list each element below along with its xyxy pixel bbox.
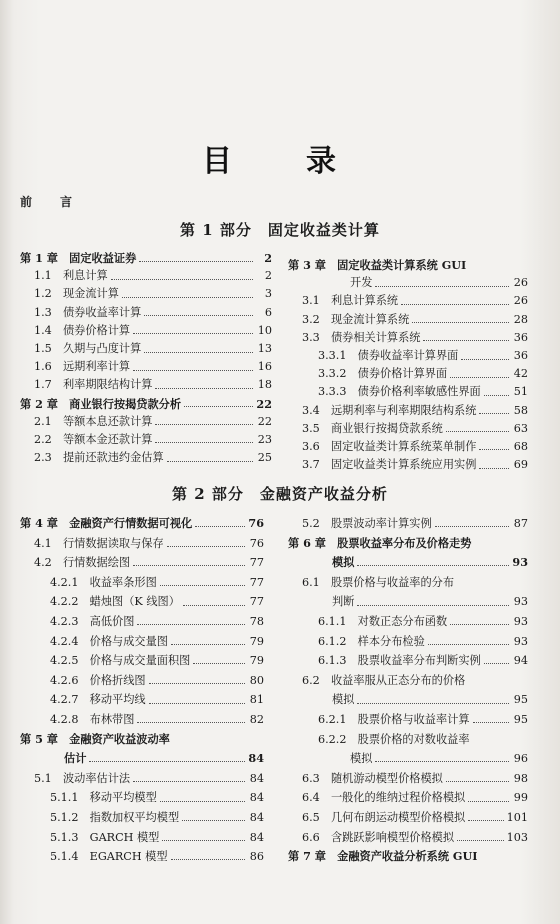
toc-entry [20, 553, 264, 573]
toc-entry [288, 456, 528, 474]
toc-entry [20, 395, 272, 413]
toc-page-number: 58 [513, 403, 528, 417]
toc-part1-left [20, 249, 272, 467]
toc-entry-title: 4.2 行情数据绘图 [34, 556, 131, 570]
toc-entry-title: 第 7 章 金融资产收益分析系统 GUI [288, 849, 478, 864]
toc-entry-title: 判断 [332, 595, 355, 609]
dot-leader [155, 388, 253, 389]
toc-page-number: 86 [249, 850, 264, 864]
toc-entry-title: 5.1.2 指数加权平均模型 [50, 810, 180, 824]
toc-page-number: 77 [249, 575, 264, 589]
toc-entry-title: 1.1 利息计算 [34, 269, 108, 283]
toc-entry [20, 749, 264, 769]
toc-page-number: 80 [249, 673, 264, 687]
dot-leader [468, 820, 503, 821]
toc-entry-title: 模拟 [332, 693, 355, 707]
toc-entry [20, 358, 272, 376]
toc-entry [288, 274, 528, 292]
dot-leader [167, 461, 253, 462]
toc-entry [288, 828, 528, 848]
toc-entry [20, 340, 272, 358]
dot-leader [183, 605, 245, 606]
toc-entry-title: 5.1.3 GARCH 模型 [50, 830, 160, 844]
toc-entry [20, 322, 272, 340]
toc-entry [288, 329, 528, 347]
toc-page-number: 84 [249, 830, 264, 844]
toc-part2-right [288, 514, 528, 867]
toc-entry-title: 3.6 固定收益类计算系统菜单制作 [302, 439, 477, 453]
toc-entry [288, 534, 528, 554]
dot-leader [149, 683, 245, 684]
dot-leader [171, 644, 245, 645]
toc-page-number: 93 [512, 555, 528, 570]
toc-entry [20, 376, 272, 394]
toc-entry-title: 第 5 章 金融资产收益波动率 [20, 731, 170, 746]
toc-page-number: 95 [513, 712, 528, 726]
toc-page-number: 13 [257, 341, 272, 355]
dot-leader [182, 820, 245, 821]
toc-page-number: 78 [249, 614, 264, 628]
toc-entry [20, 431, 272, 449]
dot-leader [461, 359, 509, 360]
toc-entry [288, 788, 528, 808]
toc-entry-title: 4.2.8 布林带图 [50, 712, 135, 726]
toc-entry [288, 710, 528, 730]
toc-page-number: 22 [256, 396, 272, 411]
toc-entry [288, 514, 528, 534]
toc-page-number: 25 [257, 451, 272, 465]
dot-leader [160, 801, 245, 802]
toc-entry-title: 5.2 股票波动率计算实例 [302, 517, 432, 530]
toc-page-number: 98 [513, 771, 528, 785]
toc-page-number: 84 [248, 751, 264, 766]
dot-leader [155, 442, 253, 443]
toc-entry [20, 828, 264, 848]
toc-entry [20, 304, 272, 322]
toc-page-number: 94 [513, 654, 528, 668]
toc-page-number: 69 [513, 458, 528, 472]
dot-leader [193, 663, 245, 664]
toc-entry [288, 651, 528, 671]
dot-leader [446, 781, 509, 782]
dot-leader [122, 297, 253, 298]
toc-entry [288, 769, 528, 789]
dot-leader [428, 644, 509, 645]
dot-leader [479, 449, 509, 450]
toc-entry-title: 3.5 商业银行按揭贷款系统 [302, 421, 443, 435]
toc-entry [288, 292, 528, 310]
toc-entry [20, 449, 272, 467]
dot-leader [144, 315, 253, 316]
toc-entry-title: 4.2.3 高低价图 [50, 614, 135, 628]
toc-page-number: 76 [249, 536, 264, 550]
toc-entry [288, 632, 528, 652]
toc-entry [20, 710, 264, 730]
toc-page-number: 63 [513, 421, 528, 435]
toc-page-number: 93 [513, 634, 528, 648]
toc-entry [20, 267, 272, 285]
dot-leader [401, 304, 509, 305]
dot-leader [357, 565, 509, 566]
toc-page-number: 28 [513, 312, 528, 326]
toc-entry [20, 671, 264, 691]
dot-leader [375, 286, 509, 287]
toc-page-number: 18 [257, 378, 272, 392]
toc-entry [288, 847, 528, 867]
toc-entry [288, 365, 528, 383]
toc-entry-title: 估计 [64, 751, 87, 766]
toc-entry-title: 6.1 股票价格与收益率的分布 [302, 575, 455, 589]
dot-leader [468, 801, 509, 802]
toc-entry [288, 671, 528, 691]
dot-leader [171, 859, 245, 860]
toc-entry-title: 6.1.3 股票收益率分布判断实例 [318, 654, 481, 668]
toc-entry-title: 6.1.2 样本分布检验 [318, 634, 425, 648]
toc-entry-title: 6.2.2 股票价格的对数收益率 [318, 732, 470, 746]
toc-entry-title: 第 1 章 固定收益证券 [20, 251, 137, 265]
toc-entry [20, 285, 272, 303]
toc-part1-right [288, 256, 528, 474]
toc-page-number: 6 [264, 305, 272, 319]
toc-entry [20, 514, 264, 534]
dot-leader [160, 585, 245, 586]
dot-leader [484, 395, 509, 396]
toc-page-number: 87 [513, 517, 528, 530]
toc-page-number: 23 [257, 432, 272, 446]
toc-entry [20, 730, 264, 750]
toc-entry-title: 开发 [350, 276, 373, 290]
dot-leader [133, 370, 253, 371]
toc-page-number: 84 [249, 791, 264, 805]
dot-leader [184, 406, 253, 407]
toc-entry [20, 249, 272, 267]
toc-entry-title: 4.2.6 价格折线图 [50, 673, 146, 687]
dot-leader [479, 468, 509, 469]
toc-page-number: 101 [506, 810, 528, 824]
toc-entry-title: 4.2.5 价格与成交量面积图 [50, 654, 191, 668]
dot-leader [450, 624, 509, 625]
toc-entry-title: 4.2.2 蜡烛图（K 线图） [50, 595, 180, 609]
toc-entry [20, 690, 264, 710]
toc-entry [288, 347, 528, 365]
toc-entry-title: 3.2 现金流计算系统 [302, 312, 410, 326]
toc-entry-title: 6.2 收益率服从正态分布的价格 [302, 673, 466, 687]
toc-entry-title: 模拟 [350, 752, 373, 766]
dot-leader [133, 781, 245, 782]
toc-entry-title: 2.2 等额本金还款计算 [34, 432, 153, 446]
toc-entry-title: 3.3 债券相关计算系统 [302, 330, 421, 344]
toc-entry-title: 1.5 久期与凸度计算 [34, 341, 142, 355]
toc-page-number: 103 [506, 830, 528, 844]
toc-entry-title: 5.1 波动率估计法 [34, 771, 131, 785]
toc-page-number: 95 [513, 693, 528, 707]
toc-page-number: 10 [257, 323, 272, 337]
part-2-heading: 第 2 部分 金融资产收益分析 [172, 485, 388, 503]
dot-leader [149, 703, 245, 704]
toc-entry-title: 3.3.3 债券价格利率敏感性界面 [318, 385, 481, 399]
toc-page-number: 16 [257, 360, 272, 374]
toc-entry [288, 573, 528, 593]
toc-entry [288, 553, 528, 573]
dot-leader [479, 413, 509, 414]
preface-entry: 前 言 [20, 195, 81, 209]
toc-entry-title: 5.1.4 EGARCH 模型 [50, 850, 168, 864]
dot-leader [133, 333, 253, 334]
dot-leader [357, 605, 509, 606]
toc-page-number: 51 [513, 385, 528, 399]
toc-entry [288, 256, 528, 274]
toc-entry-title: 6.5 几何布朗运动模型价格模拟 [302, 810, 466, 824]
toc-entry-title: 6.4 一般化的维纳过程价格模拟 [302, 791, 466, 805]
toc-entry-title: 1.3 债券收益率计算 [34, 305, 142, 319]
dot-leader [412, 322, 509, 323]
toc-page-number: 77 [249, 595, 264, 609]
toc-page-number: 96 [513, 752, 528, 766]
toc-entry [20, 632, 264, 652]
toc-page-number: 26 [513, 276, 528, 290]
toc-page-number: 76 [248, 516, 264, 530]
dot-leader [137, 722, 245, 723]
dot-leader [457, 840, 504, 841]
toc-entry [288, 749, 528, 769]
dot-leader [155, 424, 253, 425]
toc-entry [288, 730, 528, 750]
page-title: 目 录 [202, 144, 358, 179]
dot-leader [89, 761, 245, 762]
toc-page-number: 2 [264, 251, 272, 265]
toc-entry [288, 592, 528, 612]
toc-entry-title: 6.2.1 股票价格与收益率计算 [318, 712, 470, 726]
dot-leader [473, 722, 509, 723]
toc-entry-title: 4.2.7 移动平均线 [50, 693, 146, 707]
toc-entry [20, 769, 264, 789]
toc-entry [20, 788, 264, 808]
dot-leader [133, 565, 245, 566]
toc-entry [288, 420, 528, 438]
part-1-heading: 第 1 部分 固定收益类计算 [180, 221, 380, 239]
toc-page-number: 93 [513, 614, 528, 628]
toc-entry-title: 3.7 固定收益类计算系统应用实例 [302, 458, 477, 472]
toc-entry [288, 383, 528, 401]
dot-leader [139, 261, 253, 262]
toc-entry-title: 2.3 提前还款违约金估算 [34, 451, 164, 465]
toc-entry-title: 6.6 含跳跃影响模型价格模拟 [302, 830, 455, 844]
toc-page-number: 77 [249, 556, 264, 570]
toc-page-number: 3 [264, 287, 272, 301]
toc-page-number: 79 [249, 634, 264, 648]
toc-entry-title: 3.3.1 债券收益率计算界面 [318, 348, 459, 362]
toc-page-number: 68 [513, 439, 528, 453]
toc-page-number: 84 [249, 771, 264, 785]
toc-page-number: 81 [249, 693, 264, 707]
toc-page-number: 2 [264, 269, 272, 283]
toc-entry-title: 模拟 [332, 555, 355, 570]
toc-entry-title: 2.1 等额本息还款计算 [34, 414, 153, 428]
dot-leader [357, 703, 509, 704]
toc-entry [20, 808, 264, 828]
dot-leader [162, 840, 245, 841]
dot-leader [375, 761, 509, 762]
toc-page-number: 79 [249, 654, 264, 668]
toc-entry-title: 6.1.1 对数正态分布函数 [318, 614, 448, 628]
dot-leader [111, 279, 253, 280]
toc-entry-title: 3.3.2 债券价格计算界面 [318, 367, 448, 381]
toc-entry [288, 311, 528, 329]
dot-leader [195, 526, 245, 527]
toc-page-number: 36 [513, 330, 528, 344]
toc-entry-title: 3.4 远期利率与利率期限结构系统 [302, 403, 477, 417]
toc-page-number: 84 [249, 810, 264, 824]
toc-page-number: 42 [513, 367, 528, 381]
toc-entry [288, 808, 528, 828]
toc-entry [20, 534, 264, 554]
toc-entry [20, 612, 264, 632]
dot-leader [435, 526, 509, 527]
toc-page-number: 99 [513, 791, 528, 805]
toc-page-number: 93 [513, 595, 528, 609]
toc-entry [20, 573, 264, 593]
dot-leader [144, 352, 253, 353]
toc-entry [20, 413, 272, 431]
toc-entry-title: 第 4 章 金融资产行情数据可视化 [20, 516, 193, 530]
toc-entry-title: 第 2 章 商业银行按揭贷款分析 [20, 396, 182, 411]
toc-entry [288, 438, 528, 456]
toc-entry [20, 847, 264, 867]
toc-entry-title: 1.7 利率期限结构计算 [34, 378, 153, 392]
dot-leader [446, 431, 509, 432]
dot-leader [167, 546, 245, 547]
toc-page-number: 82 [249, 712, 264, 726]
toc-page-number: 22 [257, 414, 272, 428]
toc-entry-title: 第 6 章 股票收益率分布及价格走势 [288, 535, 472, 550]
toc-entry [288, 612, 528, 632]
dot-leader [137, 624, 245, 625]
toc-entry [288, 690, 528, 710]
dot-leader [450, 377, 509, 378]
toc-entry-title: 第 3 章 固定收益类计算系统 GUI [288, 258, 467, 272]
toc-entry-title: 5.1.1 移动平均模型 [50, 791, 157, 805]
toc-entry-title: 1.6 远期利率计算 [34, 360, 131, 374]
toc-entry-title: 1.4 债券价格计算 [34, 323, 131, 337]
toc-entry-title: 6.3 随机游动模型价格模拟 [302, 771, 443, 785]
toc-entry-title: 4.2.1 收益率条形图 [50, 575, 157, 589]
toc-entry [20, 651, 264, 671]
dot-leader [484, 663, 509, 664]
toc-entry-title: 4.1 行情数据读取与保存 [34, 536, 164, 550]
toc-entry-title: 3.1 利息计算系统 [302, 294, 399, 308]
toc-entry-title: 4.2.4 价格与成交量图 [50, 634, 168, 648]
toc-entry [20, 592, 264, 612]
toc-page-number: 36 [513, 348, 528, 362]
toc-entry [288, 402, 528, 420]
toc-entry-title: 1.2 现金流计算 [34, 287, 119, 301]
toc-page-number: 26 [513, 294, 528, 308]
dot-leader [423, 340, 509, 341]
toc-part2-left [20, 514, 264, 867]
